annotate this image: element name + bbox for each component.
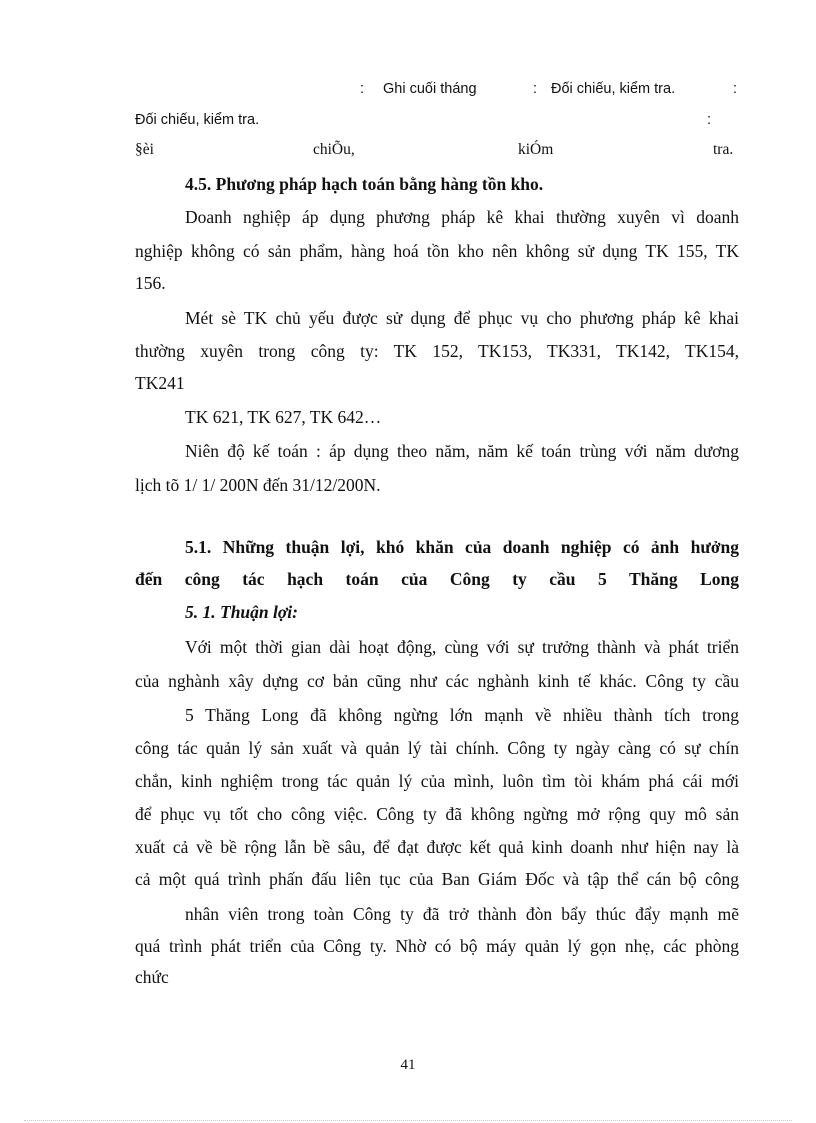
section-heading: 5.1. Những thuận lợi, khó khăn của doanh nghiệp có ảnh hưởng bbox=[185, 537, 739, 557]
page-number: 41 bbox=[400, 1057, 416, 1073]
paragraph-line: cả một quá trình phấn đấu liên tục của Ban Giám Đốc và tập thể cán bộ công bbox=[135, 869, 739, 889]
legend-garbled-word: kiÓm bbox=[518, 141, 554, 158]
paragraph-line: TK 621, TK 627, TK 642… bbox=[185, 407, 382, 427]
legend-check-note: Đối chiếu, kiểm tra. bbox=[551, 81, 676, 97]
legend-check-note-2: Đối chiếu, kiểm tra. bbox=[135, 112, 260, 128]
paragraph-line: quá trình phát triển của Công ty. Nhờ có bộ máy quản lý gọn nhẹ, các phòng bbox=[135, 936, 739, 956]
legend-garbled-word: chiÕu, bbox=[313, 141, 355, 158]
section-heading: 4.5. Phương pháp hạch toán bằng hàng tồn kho. bbox=[185, 174, 544, 194]
paragraph-line: nghiệp không có sản phẩm, hàng hoá tồn kho nên không sử dụng TK 155, TK bbox=[135, 241, 739, 261]
paragraph-line: xuất cả về bề rộng lẫn bề sâu, để đạt được kết quả kinh doanh như hiện nay là bbox=[135, 837, 739, 857]
paragraph-line: công tác quản lý sản xuất và quản lý tài chính. Công ty ngày càng có sự chín bbox=[135, 738, 739, 758]
legend-garbled-word: §èi bbox=[135, 141, 154, 158]
paragraph-line: của nghành xây dựng cơ bản cũng như các nghành kinh tế khác. Công ty cầu bbox=[135, 671, 739, 691]
paragraph-line: chắn, kinh nghiệm trong tác quản lý của mình, luôn tìm tòi khám phá cái mới bbox=[135, 771, 739, 791]
paragraph-line: chức bbox=[135, 967, 169, 987]
legend-colon: : bbox=[533, 81, 538, 97]
paragraph-line: 156. bbox=[135, 273, 166, 293]
paragraph-line: lịch tõ 1/ 1/ 200N đến 31/12/200N. bbox=[135, 475, 381, 495]
paragraph-line: Mét sè TK chủ yếu được sử dụng để phục vụ cho phương pháp kê khai bbox=[185, 308, 739, 328]
section-subheading: 5. 1. Thuận lợi: bbox=[185, 602, 298, 622]
legend-monthly-note: Ghi cuối tháng bbox=[383, 81, 477, 97]
section-heading: đến công tác hạch toán của Công ty cầu 5 Thăng Long bbox=[135, 569, 739, 589]
page-bottom-divider bbox=[24, 1120, 792, 1121]
paragraph-line: Niên độ kế toán : áp dụng theo năm, năm kế toán trùng với năm dương bbox=[185, 441, 739, 461]
paragraph-line: 5 Thăng Long đã không ngừng lớn mạnh về nhiều thành tích trong bbox=[185, 705, 739, 725]
paragraph-line: nhân viên trong toàn Công ty đã trở thành đòn bẩy thúc đẩy mạnh mẽ bbox=[185, 904, 739, 924]
paragraph-line: để phục vụ tốt cho công việc. Công ty đã không ngừng mở rộng quy mô sản bbox=[135, 804, 739, 824]
paragraph-line: Với một thời gian dài hoạt động, cùng với sự trưởng thành và phát triển bbox=[185, 637, 739, 657]
paragraph-line: thường xuyên trong công ty: TK 152, TK153, TK331, TK142, TK154, bbox=[135, 341, 739, 361]
legend-colon: : bbox=[733, 81, 738, 97]
legend-colon: : bbox=[707, 112, 712, 128]
paragraph-line: TK241 bbox=[135, 373, 185, 393]
paragraph-line: Doanh nghiệp áp dụng phương pháp kê khai thường xuyên vì doanh bbox=[185, 207, 739, 227]
legend-colon: : bbox=[360, 81, 365, 97]
legend-garbled-word: tra. bbox=[713, 141, 734, 158]
